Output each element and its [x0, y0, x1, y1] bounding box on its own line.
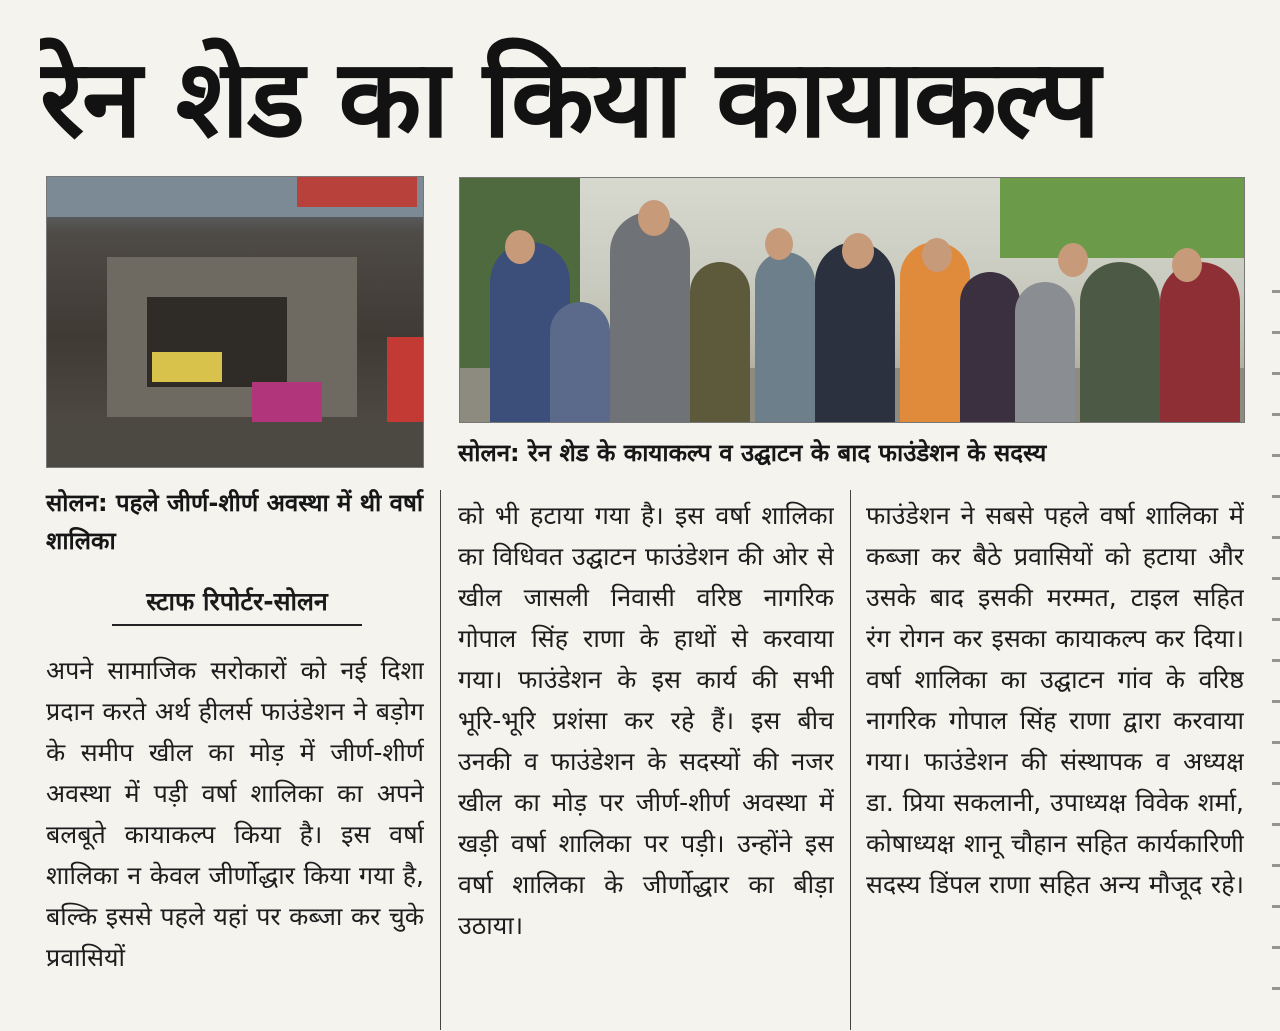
column-divider [440, 490, 441, 1030]
foundation-members-photo [459, 177, 1245, 423]
right-photo-caption: सोलन: रेन शेड के कायाकल्प व उद्घाटन के बाद फाउंडेशन के सदस्य [458, 439, 1047, 467]
article-column-2: को भी हटाया गया है। इस वर्षा शालिका का विधिवत उद्घाटन फाउंडेशन की ओर से खील जासली निवासी वरिष्ठ नागरिक गोपाल सिंह राणा के हाथों से करवाया गया। फाउंडेशन के इस कार्य की सभी भूरि-भूरि प्रशंसा कर रहे हैं। इस बीच उनकी व फाउंडेशन के सदस्यों की नजर खील का मोड़ पर जीर्ण-शीर्ण अवस्था में खड़ी वर्षा शालिका पर पड़ी। उन्होंने इस वर्षा शालिका के जीर्णोद्धार का बीड़ा उठाया। [458, 501, 834, 940]
headline: रेन शेड का किया कायाकल्प [40, 37, 1099, 162]
rain-shed-before-photo [46, 176, 424, 468]
article-column-1: अपने सामाजिक सरोकारों को नई दिशा प्रदान करते अर्थ हीलर्स फाउंडेशन ने बड़ोग के समीप खील का मोड़ में जीर्ण-शीर्ण अवस्था में पड़ी वर्षा शालिका का अपने बलबूते कायाकल्प किया है। इस वर्षा शालिका न केवल जीर्णोद्धार किया गया है, बल्कि इससे पहले यहां पर कब्जा कर चुके प्रवासियों [46, 656, 424, 972]
column-divider [850, 490, 851, 1030]
byline: स्टाफ रिपोर्टर-सोलन [112, 582, 362, 626]
article-column-3: फाउंडेशन ने सबसे पहले वर्षा शालिका में कब्जा कर बैठे प्रवासियों को हटाया और उसके बाद इसकी मरम्मत, टाइल सहित रंग रोगन कर इसका कायाकल्प कर दिया। वर्षा शालिका का उद्घाटन गांव के वरिष्ठ नागरिक गोपाल सिंह राणा द्वारा करवाया गया। फाउंडेशन की संस्थापक व अध्यक्ष डा. प्रिया सकलानी, उपाध्यक्ष विवेक शर्मा, कोषाध्यक्ष शानू चौहान सहित कार्यकारिणी सदस्य डिंपल राणा सहित अन्य मौजूद रहे। [866, 501, 1244, 899]
adjacent-article-edge [1272, 290, 1280, 990]
left-photo-caption: सोलन: पहले जीर्ण-शीर्ण अवस्था में थी वर्षा शालिका [46, 489, 424, 555]
